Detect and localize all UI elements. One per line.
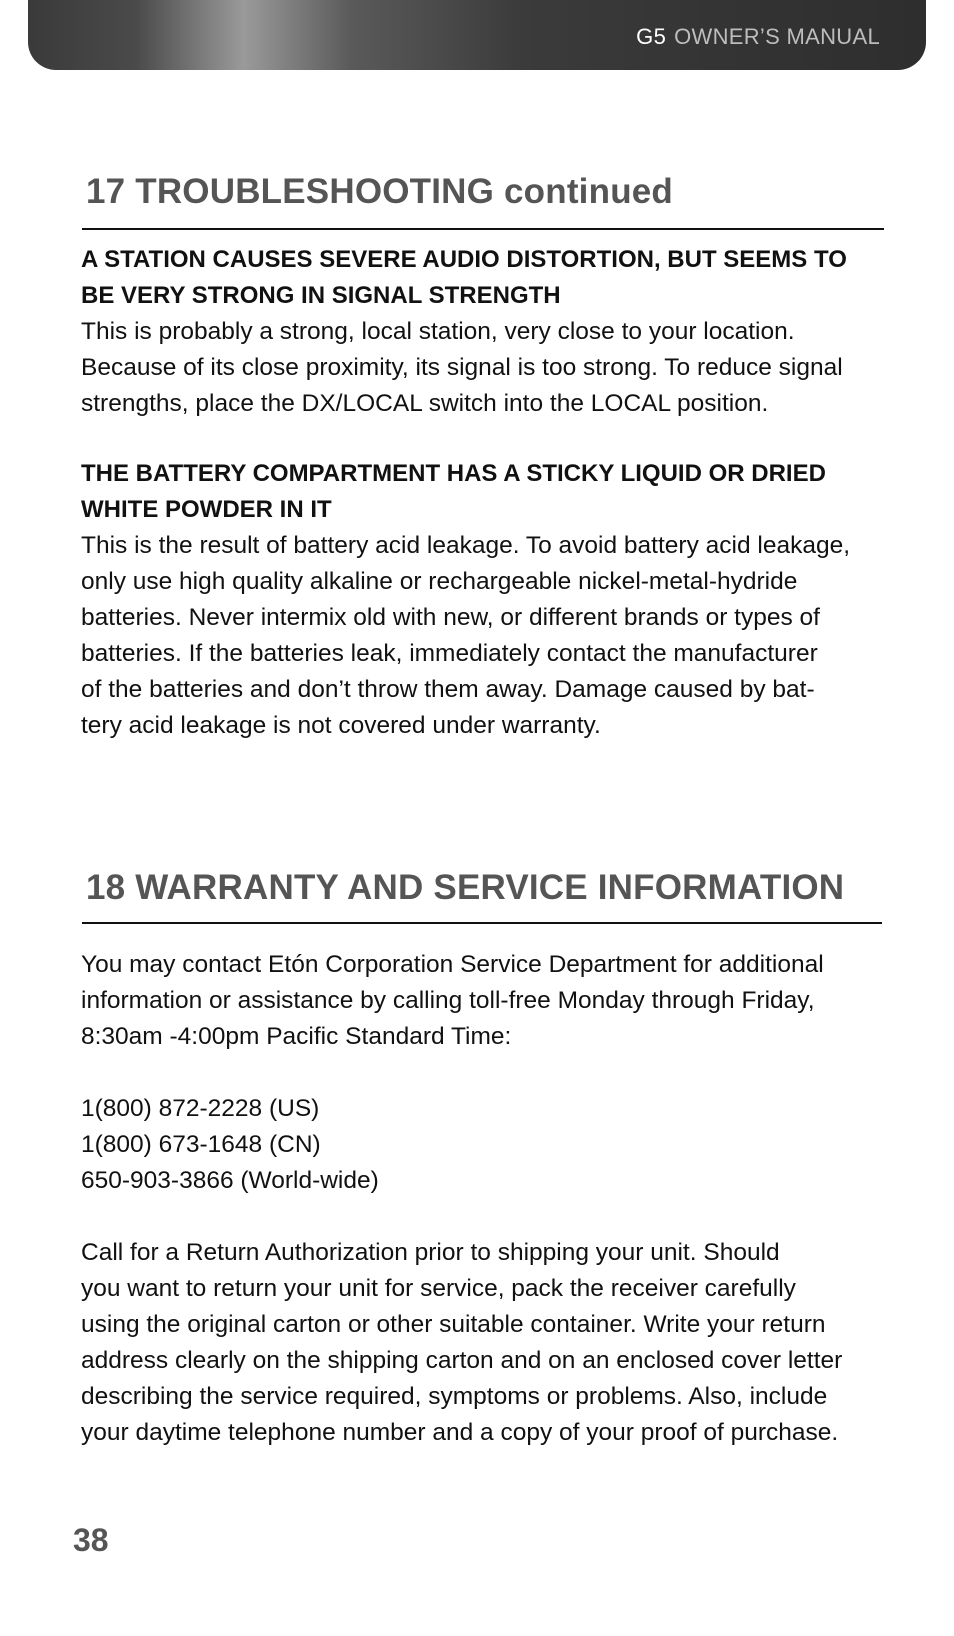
return-instructions xyxy=(81,1235,891,1451)
intro-line: 8:30am -4:00pm Pacific Standard Time: xyxy=(81,1023,512,1050)
header-model: G5 xyxy=(636,24,667,49)
item-body-line: Because of its close proximity, its signal is too strong. To reduce signal xyxy=(81,354,843,381)
intro-line: information or assistance by calling toll-free Monday through Friday, xyxy=(81,987,815,1014)
item-heading-line: THE BATTERY COMPARTMENT HAS A STICKY LIQUID OR DRIED xyxy=(81,460,826,487)
section-divider xyxy=(82,922,882,924)
return-line: address clearly on the shipping carton and on an enclosed cover letter xyxy=(81,1347,843,1374)
item-body-line: tery acid leakage is not covered under warranty. xyxy=(81,712,601,739)
item-heading xyxy=(81,242,891,314)
header-title xyxy=(636,24,880,50)
troubleshooting-item xyxy=(81,456,891,744)
item-body xyxy=(81,314,891,422)
header-bar xyxy=(28,0,926,70)
intro-line: You may contact Etón Corporation Service Department for additional xyxy=(81,951,824,978)
item-body-line: of the batteries and don’t throw them away. Damage caused by bat- xyxy=(81,676,815,703)
item-body-line: batteries. Never intermix old with new, or different brands or types of xyxy=(81,604,820,631)
item-heading-line: WHITE POWDER IN IT xyxy=(81,496,332,523)
item-body-line: This is probably a strong, local station, very close to your location. xyxy=(81,318,795,345)
phone-number-cn: 1(800) 673-1648 (CN) xyxy=(81,1131,321,1158)
item-body-line: This is the result of battery acid leakage. To avoid battery acid leakage, xyxy=(81,532,851,559)
item-heading-line: BE VERY STRONG IN SIGNAL STRENGTH xyxy=(81,282,561,309)
section-title-warranty: 18 WARRANTY AND SERVICE INFORMATION xyxy=(86,868,845,907)
phone-list xyxy=(81,1091,891,1199)
item-body-line: only use high quality alkaline or rechargeable nickel-metal-hydride xyxy=(81,568,798,595)
return-line: using the original carton or other suitable container. Write your return xyxy=(81,1311,826,1338)
item-body-line: strengths, place the DX/LOCAL switch into the LOCAL position. xyxy=(81,390,769,417)
warranty-intro xyxy=(81,947,891,1055)
phone-number-worldwide: 650-903-3866 (World-wide) xyxy=(81,1167,379,1194)
section-title-troubleshooting: 17 TROUBLESHOOTING continued xyxy=(86,172,674,211)
section-divider xyxy=(82,228,884,230)
item-body xyxy=(81,528,891,744)
return-line: Call for a Return Authorization prior to shipping your unit. Should xyxy=(81,1239,780,1266)
item-heading-line: A STATION CAUSES SEVERE AUDIO DISTORTION, BUT SEEMS TO xyxy=(81,246,847,273)
item-heading xyxy=(81,456,891,528)
return-line: you want to return your unit for service, pack the receiver carefully xyxy=(81,1275,796,1302)
item-body-line: batteries. If the batteries leak, immediately contact the manufacturer xyxy=(81,640,818,667)
return-line: your daytime telephone number and a copy of your proof of purchase. xyxy=(81,1419,839,1446)
return-line: describing the service required, symptoms or problems. Also, include xyxy=(81,1383,828,1410)
page-number: 38 xyxy=(73,1522,109,1558)
phone-number-us: 1(800) 872-2228 (US) xyxy=(81,1095,320,1122)
troubleshooting-item xyxy=(81,242,891,422)
header-manual-label: OWNER’S MANUAL xyxy=(674,24,880,49)
